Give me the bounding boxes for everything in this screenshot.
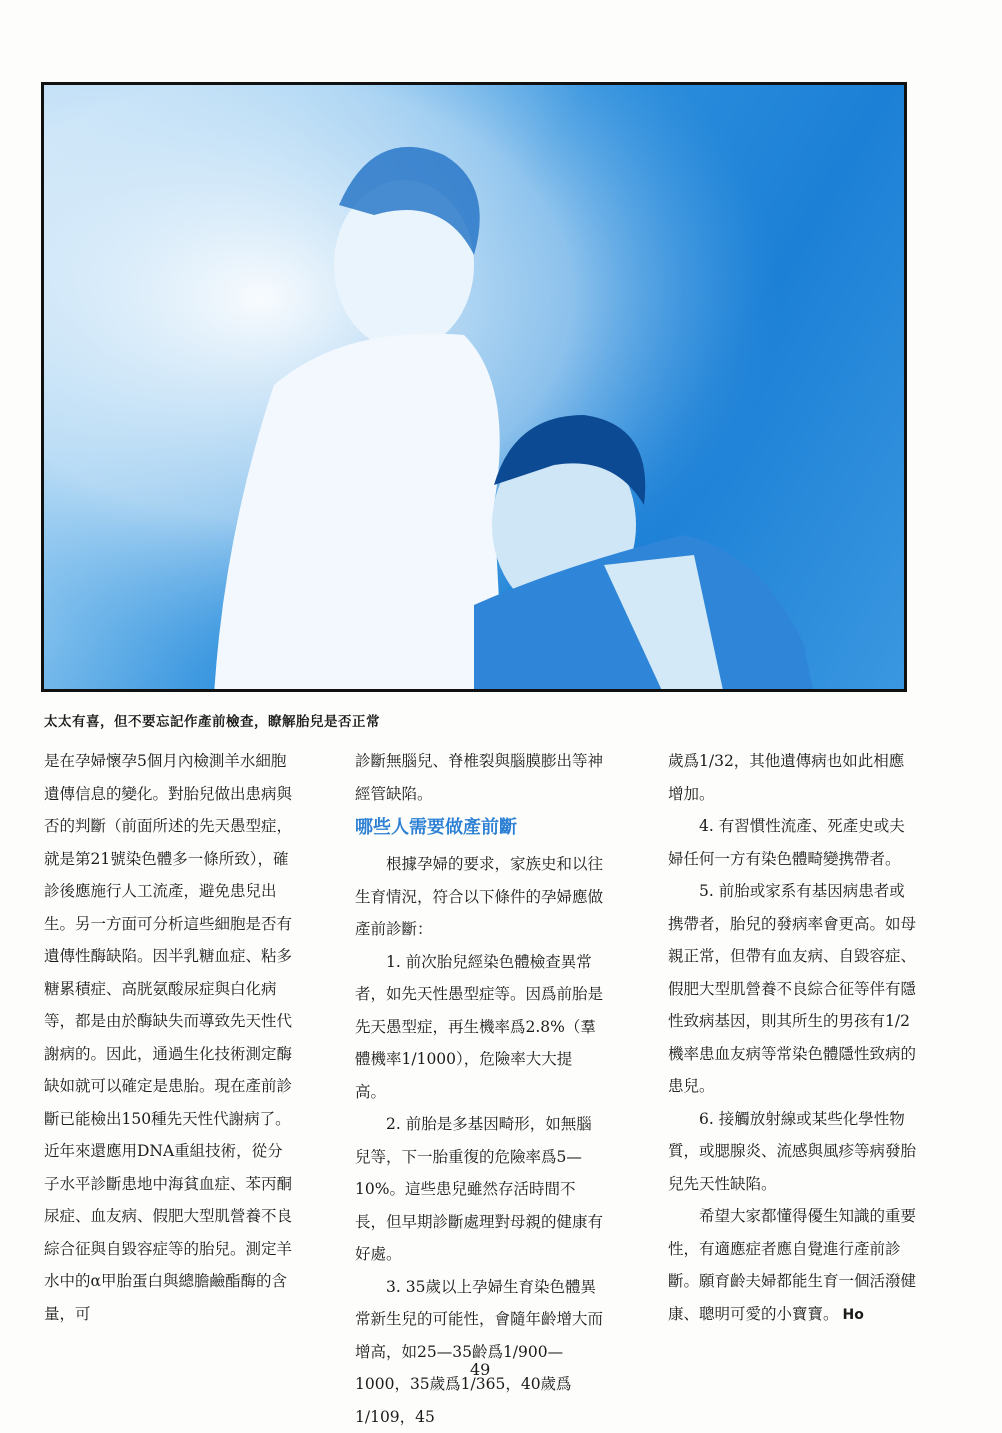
column-1 [44,745,292,1330]
body-paragraph: 6. 接觸放射線或某些化學性物質，或腮腺炎、流感與風疹等病發胎兒先天性缺陷。 [668,1103,916,1201]
cover-photo [41,82,907,692]
body-paragraph: 1. 前次胎兒經染色體檢查異常者，如先天性愚型症等。因爲前胎是先天愚型症，再生機率爲2.8%（羣體機率1/1000），危險率大大提高。 [355,946,603,1109]
closing-text: 希望大家都懂得優生知識的重要性，有適應症者應自覺進行產前診斷。願育齡夫婦都能生育一個活潑健康、聰明可愛的小寶寶。 [668,1207,916,1323]
column-2 [355,745,603,1433]
body-paragraph: 4. 有習慣性流產、死產史或夫婦任何一方有染色體畸變携帶者。 [668,810,916,875]
body-paragraph: 3. 35歲以上孕婦生育染色體異常新生兒的可能性，會隨年齡增大而增高，如25—35齡爲1/900—1000，35歲爲1/365，40歲爲1/109，45 [355,1271,603,1433]
body-paragraph: 歲爲1/32，其他遺傳病也如此相應增加。 [668,745,916,810]
page-number: 49 [470,1360,490,1379]
photo-illustration [44,85,907,692]
photo-caption: 太太有喜，但不要忘記作產前檢查，瞭解胎兒是否正常 [44,710,380,730]
body-paragraph: 診斷無腦兒、脊椎裂與腦膜膨出等神經管缺陷。 [355,745,603,810]
body-paragraph: 5. 前胎或家系有基因病患者或携帶者，胎兒的發病率會更高。如母親正常，但帶有血友病、自毀容症、假肥大型肌營養不良綜合征等伴有隱性致病基因，則其所生的男孩有1/2機率患血友病等常染色體隱性致病的患兒。 [668,875,916,1103]
body-paragraph: 2. 前胎是多基因畸形，如無腦兒等，下一胎重復的危險率爲5—10%。這些患兒雖然存活時間不長，但早期診斷處理對母親的健康有好處。 [355,1108,603,1271]
body-paragraph: 根據孕婦的要求，家族史和以往生育情況，符合以下條件的孕婦應做產前診斷： [355,848,603,946]
section-heading: 哪些人需要做產前斷 [355,812,603,844]
author-signature: Ho [843,1307,864,1323]
body-paragraph [668,1200,916,1331]
column-3 [668,745,916,1331]
body-paragraph: 是在孕婦懷孕5個月內檢測羊水細胞遺傳信息的變化。對胎兒做出患病與否的判斷（前面所述的先天愚型症，就是第21號染色體多一條所致），確診後應施行人工流產，避免患兒出生。另一方面可分析這些細胞是否有遺傳性酶缺陷。因半乳糖血症、粘多糖累積症、高胱氨酸尿症與白化病等，都是由於酶缺失而導致先天性代謝病的。因此，通過生化技術測定酶缺如就可以確定是患胎。現在產前診斷已能檢出150種先天性代謝病了。近年來還應用DNA重組技術，從分子水平診斷患地中海貧血症、苯丙酮尿症、血友病、假肥大型肌營養不良綜合征與自毀容症等的胎兒。測定羊水中的α甲胎蛋白與總膽鹼酯酶的含量，可 [44,745,292,1330]
